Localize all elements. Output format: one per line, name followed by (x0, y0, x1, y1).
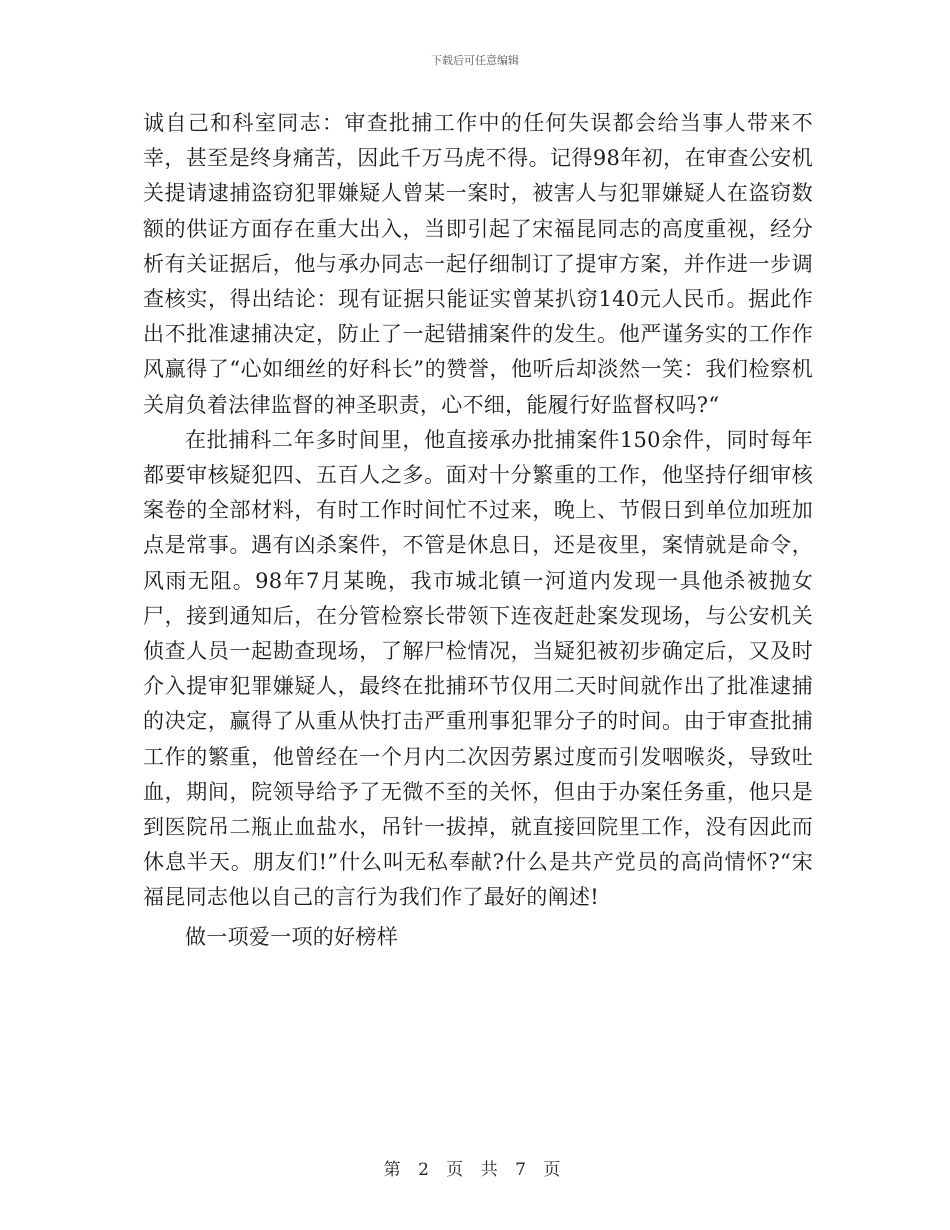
section-heading: 做一项爱一项的好榜样 (185, 924, 398, 949)
page-header: 下载后可任意编辑 (431, 54, 519, 67)
page-number-footer: 第 2 页 共 7 页 (383, 1160, 567, 1180)
document-body (143, 106, 813, 955)
paragraph-continuation: 诚自己和科室同志：审查批捕工作中的任何失误都会给当事人带来不幸，甚至是终身痛苦，因此千万马虎不得。记得98年初，在审查公安机关提请逮捕盗窃犯罪嫌疑人曾某一案时，被害人与犯罪嫌疑人在盗窃数额的供证方面存在重大出入，当即引起了宋福昆同志的高度重视，经分析有关证据后，他与承办同志一起仔细制订了提审方案，并作进一步调查核实，得出结论：现有证据只能证实曾某扒窃140元人民币。据此作出不批准逮捕决定，防止了一起错捕案件的发生。他严谨务实的工作作风赢得了“心如细丝的好科长”的赞誉，他听后却淡然一笑：我们检察机关肩负着法律监督的神圣职责，心不细，能履行好监督权吗?“ (143, 111, 813, 417)
paragraph-batch-arrest-work: 在批捕科二年多时间里，他直接承办批捕案件150余件，同时每年都要审核疑犯四、五百人之多。面对十分繁重的工作，他坚持仔细审核案卷的全部材料，有时工作时间忙不过来，晚上、节假日到单位加班加点是常事。遇有凶杀案件，不管是休息日，还是夜里，案情就是命令，风雨无阻。98年7月某晚，我市城北镇一河道内发现一具他杀被抛女尸，接到通知后，在分管检察长带领下连夜赶赴案发现场，与公安机关侦查人员一起勘查现场，了解尸检情况，当疑犯被初步确定后，又及时介入提审犯罪嫌疑人，最终在批捕环节仅用二天时间就作出了批准逮捕的决定，赢得了从重从快打击严重刑事犯罪分子的时间。由于审查批捕工作的繁重，他曾经在一个月内二次因劳累过度而引发咽喉炎，导致吐血，期间，院领导给予了无微不至的关怀，但由于办案任务重，他只是到医院吊二瓶止血盐水，吊针一拔掉，就直接回院里工作，没有因此而休息半天。朋友们!”什么叫无私奉献?什么是共产党员的高尚情怀?“宋福昆同志他以自己的言行为我们作了最好的阐述! (143, 427, 813, 910)
